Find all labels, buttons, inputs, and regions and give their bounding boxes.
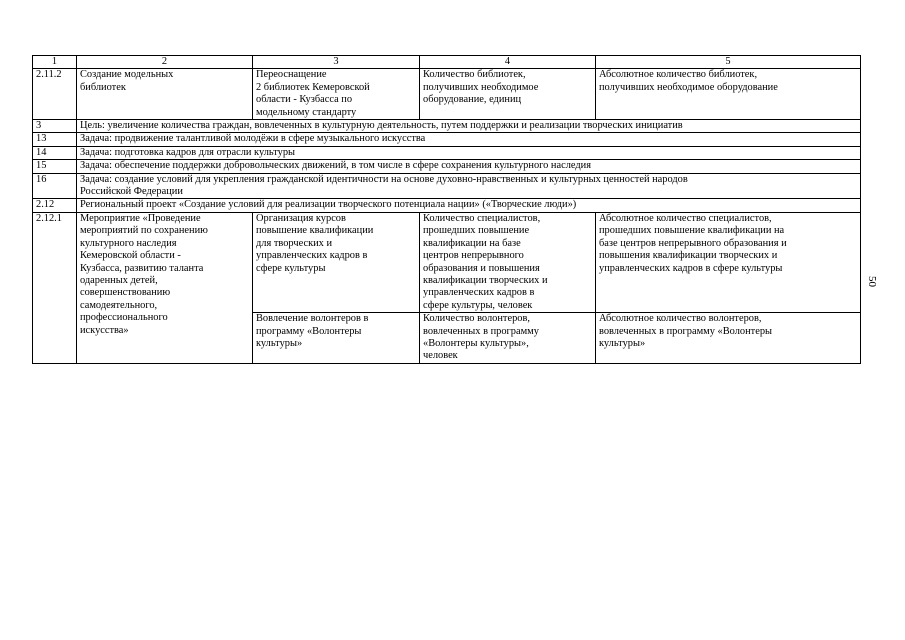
row-number: 2.12 — [33, 199, 77, 212]
row-number: 13 — [33, 133, 77, 146]
table-header-row — [33, 56, 861, 69]
task-text: Задача: продвижение талантливой молодёжи в сфере музыкального искусства — [77, 133, 861, 146]
row-event-name: Мероприятие «Проведение мероприятий по сохранению культурного наследия Кемеровской области - Кузбасса, развитию таланта одаренных детей, совершенствованию самодеятельного, профессионального искусства» — [77, 212, 253, 363]
row-number: 2.11.2 — [33, 69, 77, 120]
header-col-3: 3 — [253, 56, 420, 69]
task-row — [33, 133, 861, 146]
row-indicator: Количество специалистов, прошедших повышение квалификации на базе центров непрерывного образования и повышения квалификации творческих и управленческих кадров в сфере культуры, человек — [420, 212, 596, 312]
header-col-4: 4 — [420, 56, 596, 69]
header-col-5: 5 — [596, 56, 861, 69]
task-text: Задача: обеспечение поддержки добровольческих движений, в том числе в сфере сохранения культурного наследия — [77, 160, 861, 173]
project-row — [33, 199, 861, 212]
header-col-1: 1 — [33, 56, 77, 69]
row-event-name: Создание модельных библиотек — [77, 69, 253, 120]
row-indicator: Количество волонтеров, вовлеченных в программу «Волонтеры культуры», человек — [420, 313, 596, 364]
row-indicator: Количество библиотек, получивших необходимое оборудование, единиц — [420, 69, 596, 120]
row-method: Абсолютное количество волонтеров, вовлеченных в программу «Волонтеры культуры» — [596, 313, 861, 364]
indicators-table — [32, 55, 861, 364]
page-number: 50 — [866, 276, 878, 287]
row-number: 14 — [33, 146, 77, 159]
task-row — [33, 173, 861, 199]
project-title: Региональный проект «Создание условий для реализации творческого потенциала нации» («Творческие люди») — [77, 199, 861, 212]
row-number: 3 — [33, 120, 77, 133]
row-result: Вовлечение волонтеров в программу «Волонтеры культуры» — [253, 313, 420, 364]
row-number: 15 — [33, 160, 77, 173]
row-number: 16 — [33, 173, 77, 199]
header-col-2: 2 — [77, 56, 253, 69]
row-number: 2.12.1 — [33, 212, 77, 363]
row-method: Абсолютное количество специалистов, прошедших повышение квалификации на базе центров непрерывного образования и повышения квалификации творческих и управленческих кадров в сфере культуры — [596, 212, 861, 312]
table-row — [33, 69, 861, 120]
row-method: Абсолютное количество библиотек, получивших необходимое оборудование — [596, 69, 861, 120]
row-result: Организация курсов повышение квалификации для творческих и управленческих кадров в сфере культуры — [253, 212, 420, 312]
goal-text: Цель: увеличение количества граждан, вовлеченных в культурную деятельность, путем поддержки и реализации творческих инициатив — [77, 120, 861, 133]
task-row — [33, 160, 861, 173]
task-text: Задача: создание условий для укрепления гражданской идентичности на основе духовно-нравственных и культурных ценностей народов Российской Федерации — [77, 173, 861, 199]
goal-row — [33, 120, 861, 133]
row-result: Переоснащение 2 библиотек Кемеровской области - Кузбасса по модельному стандарту — [253, 69, 420, 120]
table-row — [33, 212, 861, 312]
task-text: Задача: подготовка кадров для отрасли культуры — [77, 146, 861, 159]
task-row — [33, 146, 861, 159]
